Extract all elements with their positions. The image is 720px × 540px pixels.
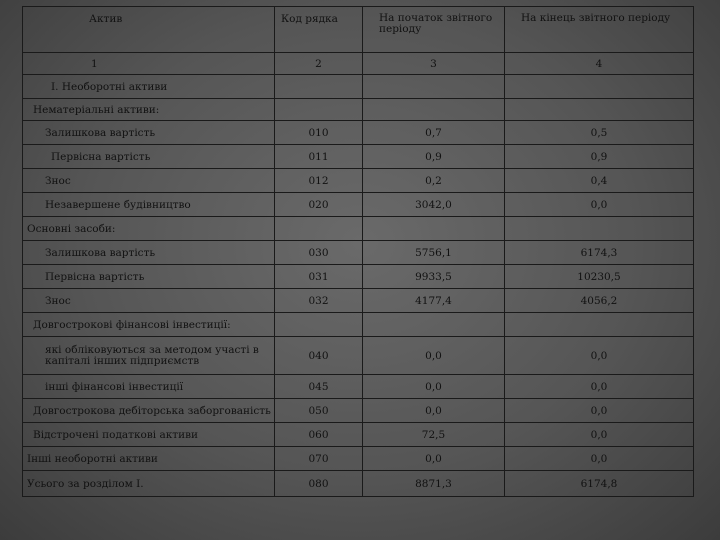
row-label: Знос (23, 169, 275, 193)
row-code: 011 (275, 145, 363, 169)
row-start: 0,0 (363, 375, 505, 399)
group-row (23, 99, 694, 121)
row-label: Довгострокові фінансові інвестиції: (23, 313, 275, 337)
col-number: 2 (275, 53, 363, 75)
table-row (23, 241, 694, 265)
table-row (23, 375, 694, 399)
group-row (23, 217, 694, 241)
row-start: 9933,5 (363, 265, 505, 289)
row-code: 040 (275, 337, 363, 375)
col-number: 4 (505, 53, 694, 75)
row-start: 3042,0 (363, 193, 505, 217)
row-label: І. Необоротні активи (23, 75, 275, 99)
row-label: Залишкова вартість (23, 241, 275, 265)
row-label: інші фінансові інвестиції (23, 375, 275, 399)
row-code: 010 (275, 121, 363, 145)
row-end: 0,4 (505, 169, 694, 193)
row-label: Нематеріальні активи: (23, 99, 275, 121)
row-end: 4056,2 (505, 289, 694, 313)
row-start (363, 217, 505, 241)
row-label: Довгострокова дебіторська заборгованість (23, 399, 275, 423)
table-header-row (23, 7, 694, 53)
row-end (505, 217, 694, 241)
row-code (275, 99, 363, 121)
row-start: 5756,1 (363, 241, 505, 265)
row-end (505, 75, 694, 99)
row-code: 045 (275, 375, 363, 399)
row-code: 032 (275, 289, 363, 313)
row-start: 4177,4 (363, 289, 505, 313)
row-start: 0,0 (363, 447, 505, 471)
row-label: Первісна вартість (23, 265, 275, 289)
row-end: 0,0 (505, 193, 694, 217)
row-label: Незавершене будівництво (23, 193, 275, 217)
row-label: Знос (23, 289, 275, 313)
row-label: Усього за розділом І. (23, 471, 275, 497)
row-code: 060 (275, 423, 363, 447)
total-row (23, 471, 694, 497)
row-code: 012 (275, 169, 363, 193)
row-end: 0,0 (505, 399, 694, 423)
table-row (23, 289, 694, 313)
table-row (23, 121, 694, 145)
table-row (23, 399, 694, 423)
row-code: 070 (275, 447, 363, 471)
header-period-end: На кінець звітного періоду (505, 7, 694, 53)
row-label: які обліковуються за методом участі в капіталі інших підприємств (23, 337, 275, 375)
header-asset: Актив (23, 7, 275, 53)
section-row (23, 75, 694, 99)
row-start: 0,0 (363, 399, 505, 423)
row-end: 6174,8 (505, 471, 694, 497)
row-label: Основні засоби: (23, 217, 275, 241)
row-end: 0,5 (505, 121, 694, 145)
row-start: 8871,3 (363, 471, 505, 497)
row-code (275, 313, 363, 337)
row-start: 0,0 (363, 337, 505, 375)
row-end: 0,0 (505, 447, 694, 471)
row-label: Первісна вартість (23, 145, 275, 169)
row-end (505, 313, 694, 337)
row-code: 020 (275, 193, 363, 217)
row-start: 72,5 (363, 423, 505, 447)
row-label: Інші необоротні активи (23, 447, 275, 471)
row-code: 080 (275, 471, 363, 497)
group-row (23, 313, 694, 337)
row-code (275, 217, 363, 241)
col-number: 3 (363, 53, 505, 75)
table-row (23, 169, 694, 193)
row-code: 030 (275, 241, 363, 265)
row-start: 0,7 (363, 121, 505, 145)
row-end: 0,0 (505, 337, 694, 375)
row-label: Залишкова вартість (23, 121, 275, 145)
table-row (23, 193, 694, 217)
row-end: 0,0 (505, 375, 694, 399)
table-row (23, 145, 694, 169)
balance-sheet-table (22, 6, 694, 497)
row-end: 0,9 (505, 145, 694, 169)
header-period-start: На початок звітного періоду (363, 7, 505, 53)
header-line-code: Код рядка (275, 7, 363, 53)
row-code (275, 75, 363, 99)
row-end: 10230,5 (505, 265, 694, 289)
table-row (23, 447, 694, 471)
row-start (363, 313, 505, 337)
column-number-row (23, 53, 694, 75)
table-row (23, 423, 694, 447)
row-start (363, 75, 505, 99)
row-code: 031 (275, 265, 363, 289)
row-start (363, 99, 505, 121)
row-code: 050 (275, 399, 363, 423)
row-start: 0,9 (363, 145, 505, 169)
col-number: 1 (23, 53, 275, 75)
row-end: 0,0 (505, 423, 694, 447)
table-row (23, 265, 694, 289)
row-label: Відстрочені податкові активи (23, 423, 275, 447)
row-start: 0,2 (363, 169, 505, 193)
table-row (23, 337, 694, 375)
row-end (505, 99, 694, 121)
row-end: 6174,3 (505, 241, 694, 265)
